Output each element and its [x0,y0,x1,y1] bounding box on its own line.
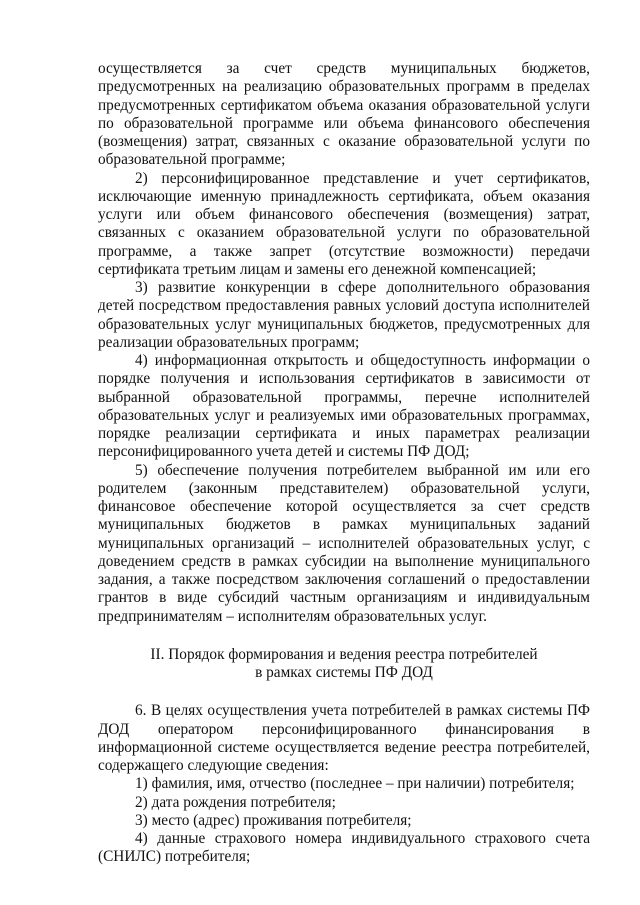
paragraph-item-3: 3) развитие конкуренции в сфере дополнительного образования детей посредством предоставления равных условий доступа исполнителей образовательных услуг муниципальных бюджетов, предусмотренных для реализации образовательных программ; [98,279,590,351]
list-item-address: 3) место (адрес) проживания потребителя; [135,811,412,829]
spacer [98,682,590,702]
list-item-surname: 1) фамилия, имя, отчество (последнее – при наличии) потребителя; [135,775,575,793]
document-page [98,60,590,867]
paragraph-clause-6: 6. В целях осуществления учета потребителей в рамках системы ПФ ДОД оператором персонифицированного финансирования в информационной системе осуществляется ведение реестра потребителей, содержащего следующие сведения: [98,702,590,774]
section-heading-line-2: в рамках системы ПФ ДОД [255,664,433,681]
section-heading [98,646,590,683]
paragraph-item-4: 4) информационная открытость и общедоступность информации о порядке получения и использования сертификатов в зависимости от выбранной образовательной программы, перечне исполнителей образовательных услуг и реализуемых ими образовательных программах, порядке реализации сертификата и иных параметрах реализации персонифицированного учета детей и системы ПФ ДОД; [98,352,590,461]
section-heading-line-1: II. Порядок формирования и ведения реестра потребителей [150,645,538,663]
paragraph-item-2: 2) персонифицированное представление и учет сертификатов, исключающие именную принадлежность сертификата, объем оказания услуги или объем финансового обеспечения (возмещения) затрат, связанных с оказанием образовательной услуги по образовательной программе, а также запрет (отсутствие возможности) передачи сертификата третьим лицам и замены его денежной компенсацией; [98,169,590,278]
list-item-birthdate: 2) дата рождения потребителя; [135,793,336,811]
list-item-snils: 4) данные страхового номера индивидуального страхового счета (СНИЛС) потребителя; [98,830,590,866]
paragraph-financing: осуществляется за счет средств муниципальных бюджетов, предусмотренных на реализацию образовательных программ в пределах предусмотренных сертификатом объема оказания образовательной услуги по образовательной программе или объема финансового обеспечения (возмещения) затрат, связанных с оказание образовательной услуги по образовательной программе; [98,60,590,169]
paragraph-item-5: 5) обеспечение получения потребителем выбранной им или его родителем (законным представителем) образовательной услуги, финансовое обеспечение которой осуществляется за счет средств муниципальных бюджетов в рамках муниципальных заданий муниципальных организаций – исполнителей образовательных услуг, с доведением средств в рамках субсидии на выполнение муниципального задания, а также посредством заключения соглашений о предоставлении грантов в виде субсидий частным организациям и индивидуальным предпринимателям – исполнителям образовательных услуг. [98,461,590,625]
